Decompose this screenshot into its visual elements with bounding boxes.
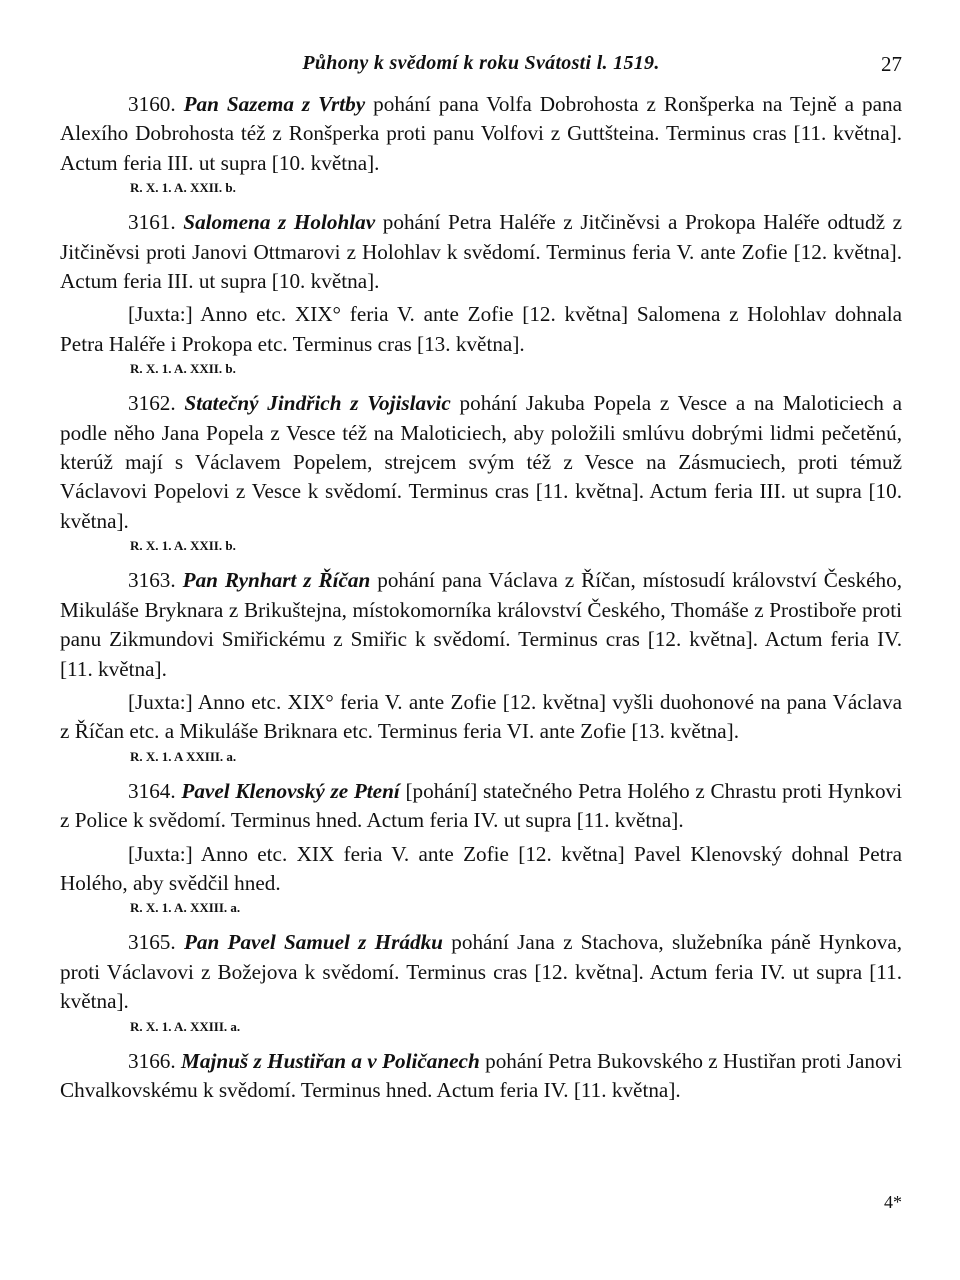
- source-reference: R. X. 1. A XXIII. a.: [130, 748, 237, 764]
- entry-number: 3162.: [128, 391, 176, 416]
- entry-number: 3166.: [128, 1048, 176, 1073]
- entry-number: 3161.: [128, 210, 176, 235]
- entry-text: pohání Jana z Stachova, služebníka páně Hynkova, proti Václavovi z Božejova k svědomí. Terminus cras [12. května]. Actum feria IV. ut supra [11. května].: [60, 930, 903, 1014]
- source-reference: R. X. 1. A. XXII. b.: [130, 361, 236, 377]
- entry-paragraph: [60, 1047, 902, 1106]
- entry-number: 3164.: [128, 778, 176, 803]
- source-reference: R. X. 1. A. XXIII. a.: [130, 1018, 241, 1034]
- entry-number: 3160.: [128, 92, 176, 116]
- source-reference: R. X. 1. A. XXII. b.: [130, 180, 236, 196]
- entry-text: pohání Petra Bukovského z Hustiřan proti Janovi Chvalkovskému k svědomí. Terminus hned. Actum feria IV. [11. května].: [60, 1048, 903, 1102]
- entry-person-name: Pan Rynhart z Říčan: [182, 568, 371, 593]
- entry-text: pohání Jakuba Popela z Vesce a na Maloticiech a podle něho Jana Popela z Vesce též na Maloticiech, aby položili smlúvu dobrými lidmi pečetěnú, kterúž mají s Václavem Popelem, strejcem svým též z Vesce na Zásmuciech, proti témuž Václavovi Popelovi z Vesce k svědomí. Terminus cras [11. května]. Actum feria III. ut supra [10. května].: [60, 391, 903, 533]
- entry-3165: [60, 928, 902, 1036]
- entry-3163: [60, 566, 902, 766]
- juxta-paragraph: [Juxta:] Anno etc. XIX° feria V. ante Zofie [12. května] Salomena z Holohlav dohnala Petra Haléře i Prokopa etc. Terminus cras [13. května].: [60, 302, 902, 356]
- entry-3161: [60, 208, 902, 379]
- entry-3162: [60, 389, 902, 556]
- entry-person-name: Majnuš z Hustiřan a v Poličanech: [181, 1048, 480, 1073]
- entry-person-name: Salomena z Holohlav: [183, 210, 376, 235]
- entry-paragraph: [60, 928, 902, 1016]
- source-reference: R. X. 1. A. XXII. b.: [130, 538, 236, 554]
- entry-number: 3165.: [128, 930, 176, 955]
- document-body: [60, 90, 902, 1105]
- entry-text: pohání Petra Haléře z Jitčiněvsi a Prokopa Haléře odtudž z Jitčiněvsi proti Janovi Ottmarovi z Holohlav k svědomí. Terminus feria V. ante Zofie [12. května]. Actum feria III. ut supra [10. května].: [60, 210, 903, 294]
- juxta-paragraph: [Juxta:] Anno etc. XIX° feria V. ante Zofie [12. května] vyšli duohonové na pana Václava z Říčan etc. a Mikuláše Briknara etc. Terminus feria VI. ante Zofie [13. května].: [60, 689, 902, 744]
- page-number: 27: [881, 52, 902, 76]
- entry-paragraph: [60, 90, 902, 178]
- entry-paragraph: [60, 208, 902, 296]
- entry-3160: [60, 90, 902, 198]
- entry-paragraph: [60, 566, 902, 684]
- entry-number: 3163.: [128, 568, 176, 593]
- running-title: Půhony k svědomí k roku Svátosti l. 1519.: [302, 52, 660, 74]
- entry-text: pohání pana Václava z Říčan, místosudí království Českého, Mikuláše Bryknara z Brikuštejna, místokomorníka království Českého, Thomáše z Prostiboře proti panu Zikmundovi Smiřickému z Smiřic k svědomí. Terminus cras [12. května]. Actum feria IV. [11. května].: [60, 568, 903, 681]
- entry-text: pohání pana Volfa Dobrohosta z Ronšperka na Tejně a pana Alexího Dobrohosta též z Ronšperka proti panu Volfovi z Guttšteina. Terminus cras [11. května]. Actum feria III. ut supra [10. května].: [60, 92, 902, 175]
- juxta-paragraph: [Juxta:] Anno etc. XIX feria V. ante Zofie [12. května] Pavel Klenovský dohnal Petra Holého, aby svědčil hned.: [60, 841, 902, 895]
- entry-person-name: Statečný Jindřich z Vojislavic: [184, 391, 451, 416]
- printer-signature-mark: 4*: [884, 1192, 902, 1212]
- entry-text: [pohání] statečného Petra Holého z Chrastu proti Hynkovi z Police k svědomí. Terminus hned. Actum feria IV. ut supra [11. května].: [60, 778, 903, 833]
- entry-paragraph: [60, 777, 902, 836]
- entry-person-name: Pan Sazema z Vrtby: [183, 92, 366, 116]
- entry-3164: [60, 777, 902, 919]
- entry-3166: [60, 1047, 902, 1106]
- entry-person-name: Pavel Klenovský ze Ptení: [181, 778, 400, 803]
- page-header: [60, 52, 902, 82]
- entry-paragraph: [60, 389, 902, 536]
- entry-person-name: Pan Pavel Samuel z Hrádku: [183, 930, 443, 955]
- source-reference: R. X. 1. A. XXIII. a.: [130, 900, 241, 916]
